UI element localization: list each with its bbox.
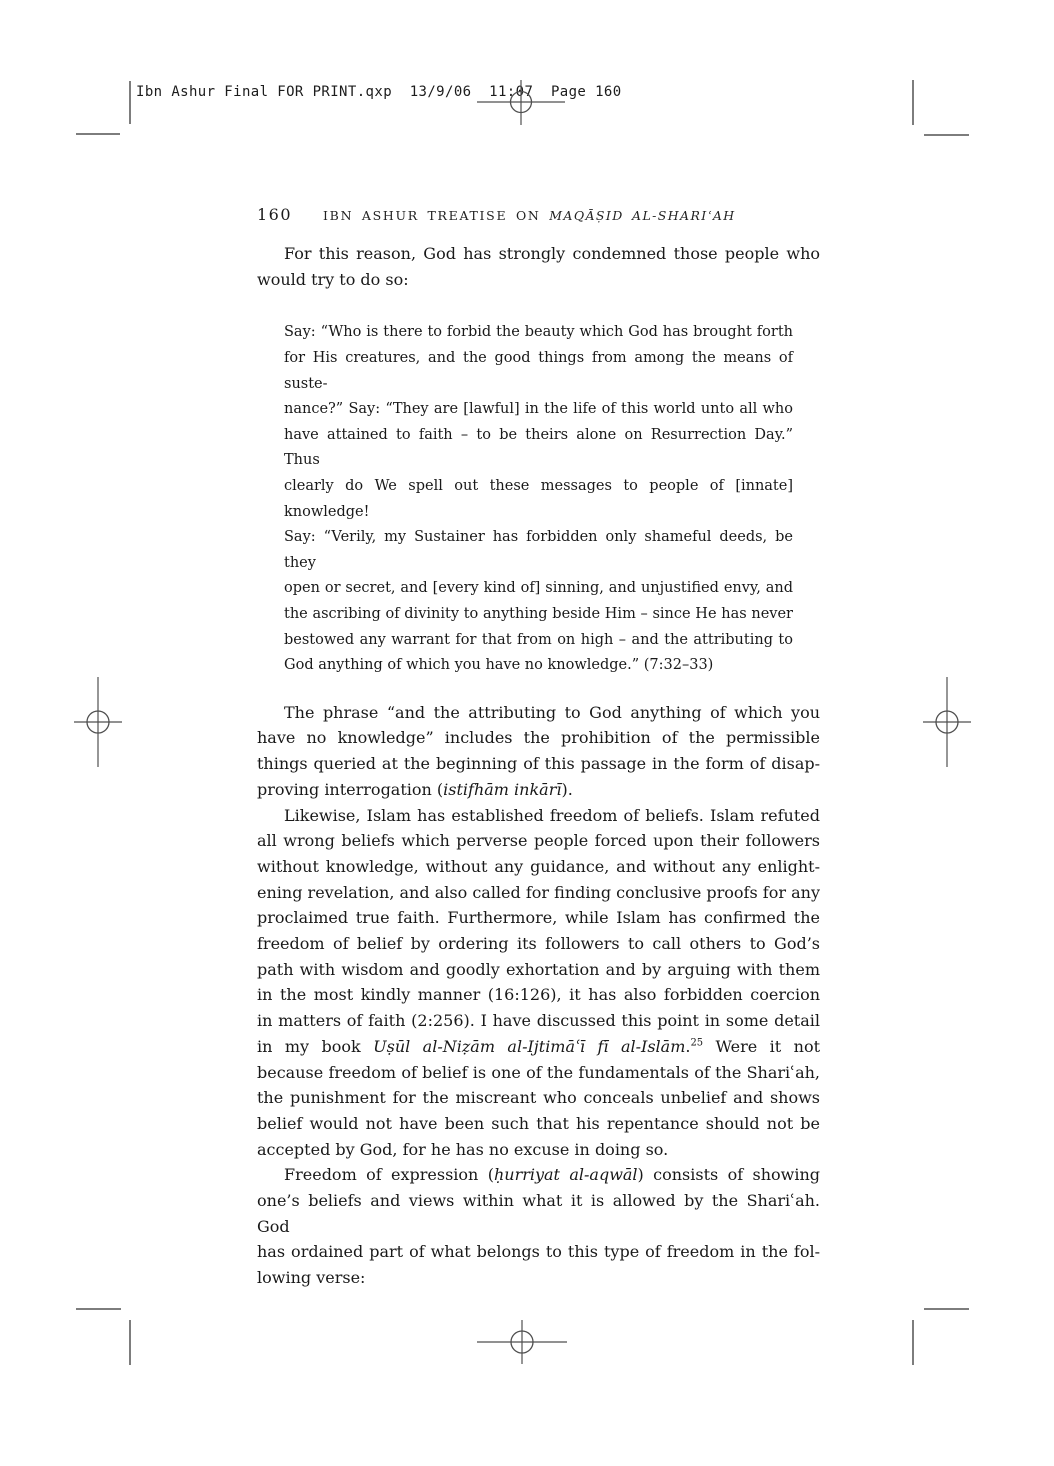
registration-mark-top-icon	[471, 52, 571, 152]
print-slug: Ibn Ashur Final FOR PRINT.qxp 13/9/06 11:07 Page 160	[136, 84, 622, 100]
trim-mark-top-left-vertical	[129, 81, 131, 124]
trim-mark-bottom-left-horizontal	[76, 1308, 121, 1310]
trim-mark-bottom-left-vertical	[129, 1320, 131, 1365]
registration-mark-bottom-icon	[472, 1292, 572, 1392]
registration-mark-left-icon	[48, 672, 148, 772]
paragraph-phrase-explanation: The phrase “and the attributing to God anything of which you have no knowledge” includes the prohibition of the permissible things queried at the beginning of this passage in the form of disap- proving interrogation (istifhām inkārī).	[257, 702, 820, 799]
trim-mark-top-left-horizontal	[76, 133, 120, 135]
paragraph-freedom-of-expression: Freedom of expression (ḥurriyat al-aqwāl) consists of showing one’s beliefs and views within what it is allowed by the Shariʿah. God has ordained part of what belongs to this type of freedom in the fol- lowing verse:	[257, 1165, 821, 1288]
page-number: 160	[257, 205, 293, 224]
running-head-title: IBN ASHUR TREATISE ON MAQĀṢID AL-SHARIʿAH	[323, 208, 736, 223]
running-head	[257, 205, 820, 224]
text-block	[257, 241, 820, 1291]
trim-mark-bottom-right-horizontal	[924, 1308, 969, 1310]
trim-mark-top-right-vertical	[912, 80, 914, 125]
trim-mark-top-right-horizontal	[924, 134, 969, 136]
paragraph-freedom-of-belief: Likewise, Islam has established freedom of beliefs. Islam refuted all wrong beliefs which perverse people forced upon their followers without knowledge, without any guidance, and without any enlight- ening revelation, and also called for finding conclusive proofs for any proclaimed true faith. Furthermore, while Islam has confirmed the freedom of belief by ordering its followers to call others to God’s path with wisdom and goodly exhortation and by arguing with them in the most kindly manner (16:126), it has also forbidden coercion in matters of faith (2:256). I have discussed this point in some detail in my book Uṣūl al-Niẓām al-Ijtimāʿī fī al-Islām.$^{25}$ Were it not because freedom of belief is one of the fundamentals of the Shariʿah, the punishment for the miscreant who conceals unbelief and shows belief would not have been such that his repentance should not be accepted by God, for he has no excuse in doing so.	[257, 805, 821, 1159]
trim-mark-bottom-right-vertical	[912, 1320, 914, 1365]
registration-mark-right-icon	[897, 672, 997, 772]
block-quote-quran-7-32-33: Say: “Who is there to forbid the beauty which God has brought forth for His creatures, and the good things from among the means of suste- nance?” Say: “They are [lawful] in the life of this world unto all who have attained to faith – to be theirs alone on Resurrection Day.” Thus clearly do We spell out these messages to people of [innate] knowledge! Say: “Verily, my Sustainer has forbidden only shameful deeds, be they open or secret, and [every kind of] sinning, and unjustified envy, and the ascribing of divinity to anything beside Him – since He has never bestowed any warrant for that from on high – and the attributing to God anything of which you have no knowledge.” (7:32–33)	[284, 324, 793, 674]
paragraph-intro: For this reason, God has strongly condemned those people who would try to do so:	[257, 244, 820, 289]
